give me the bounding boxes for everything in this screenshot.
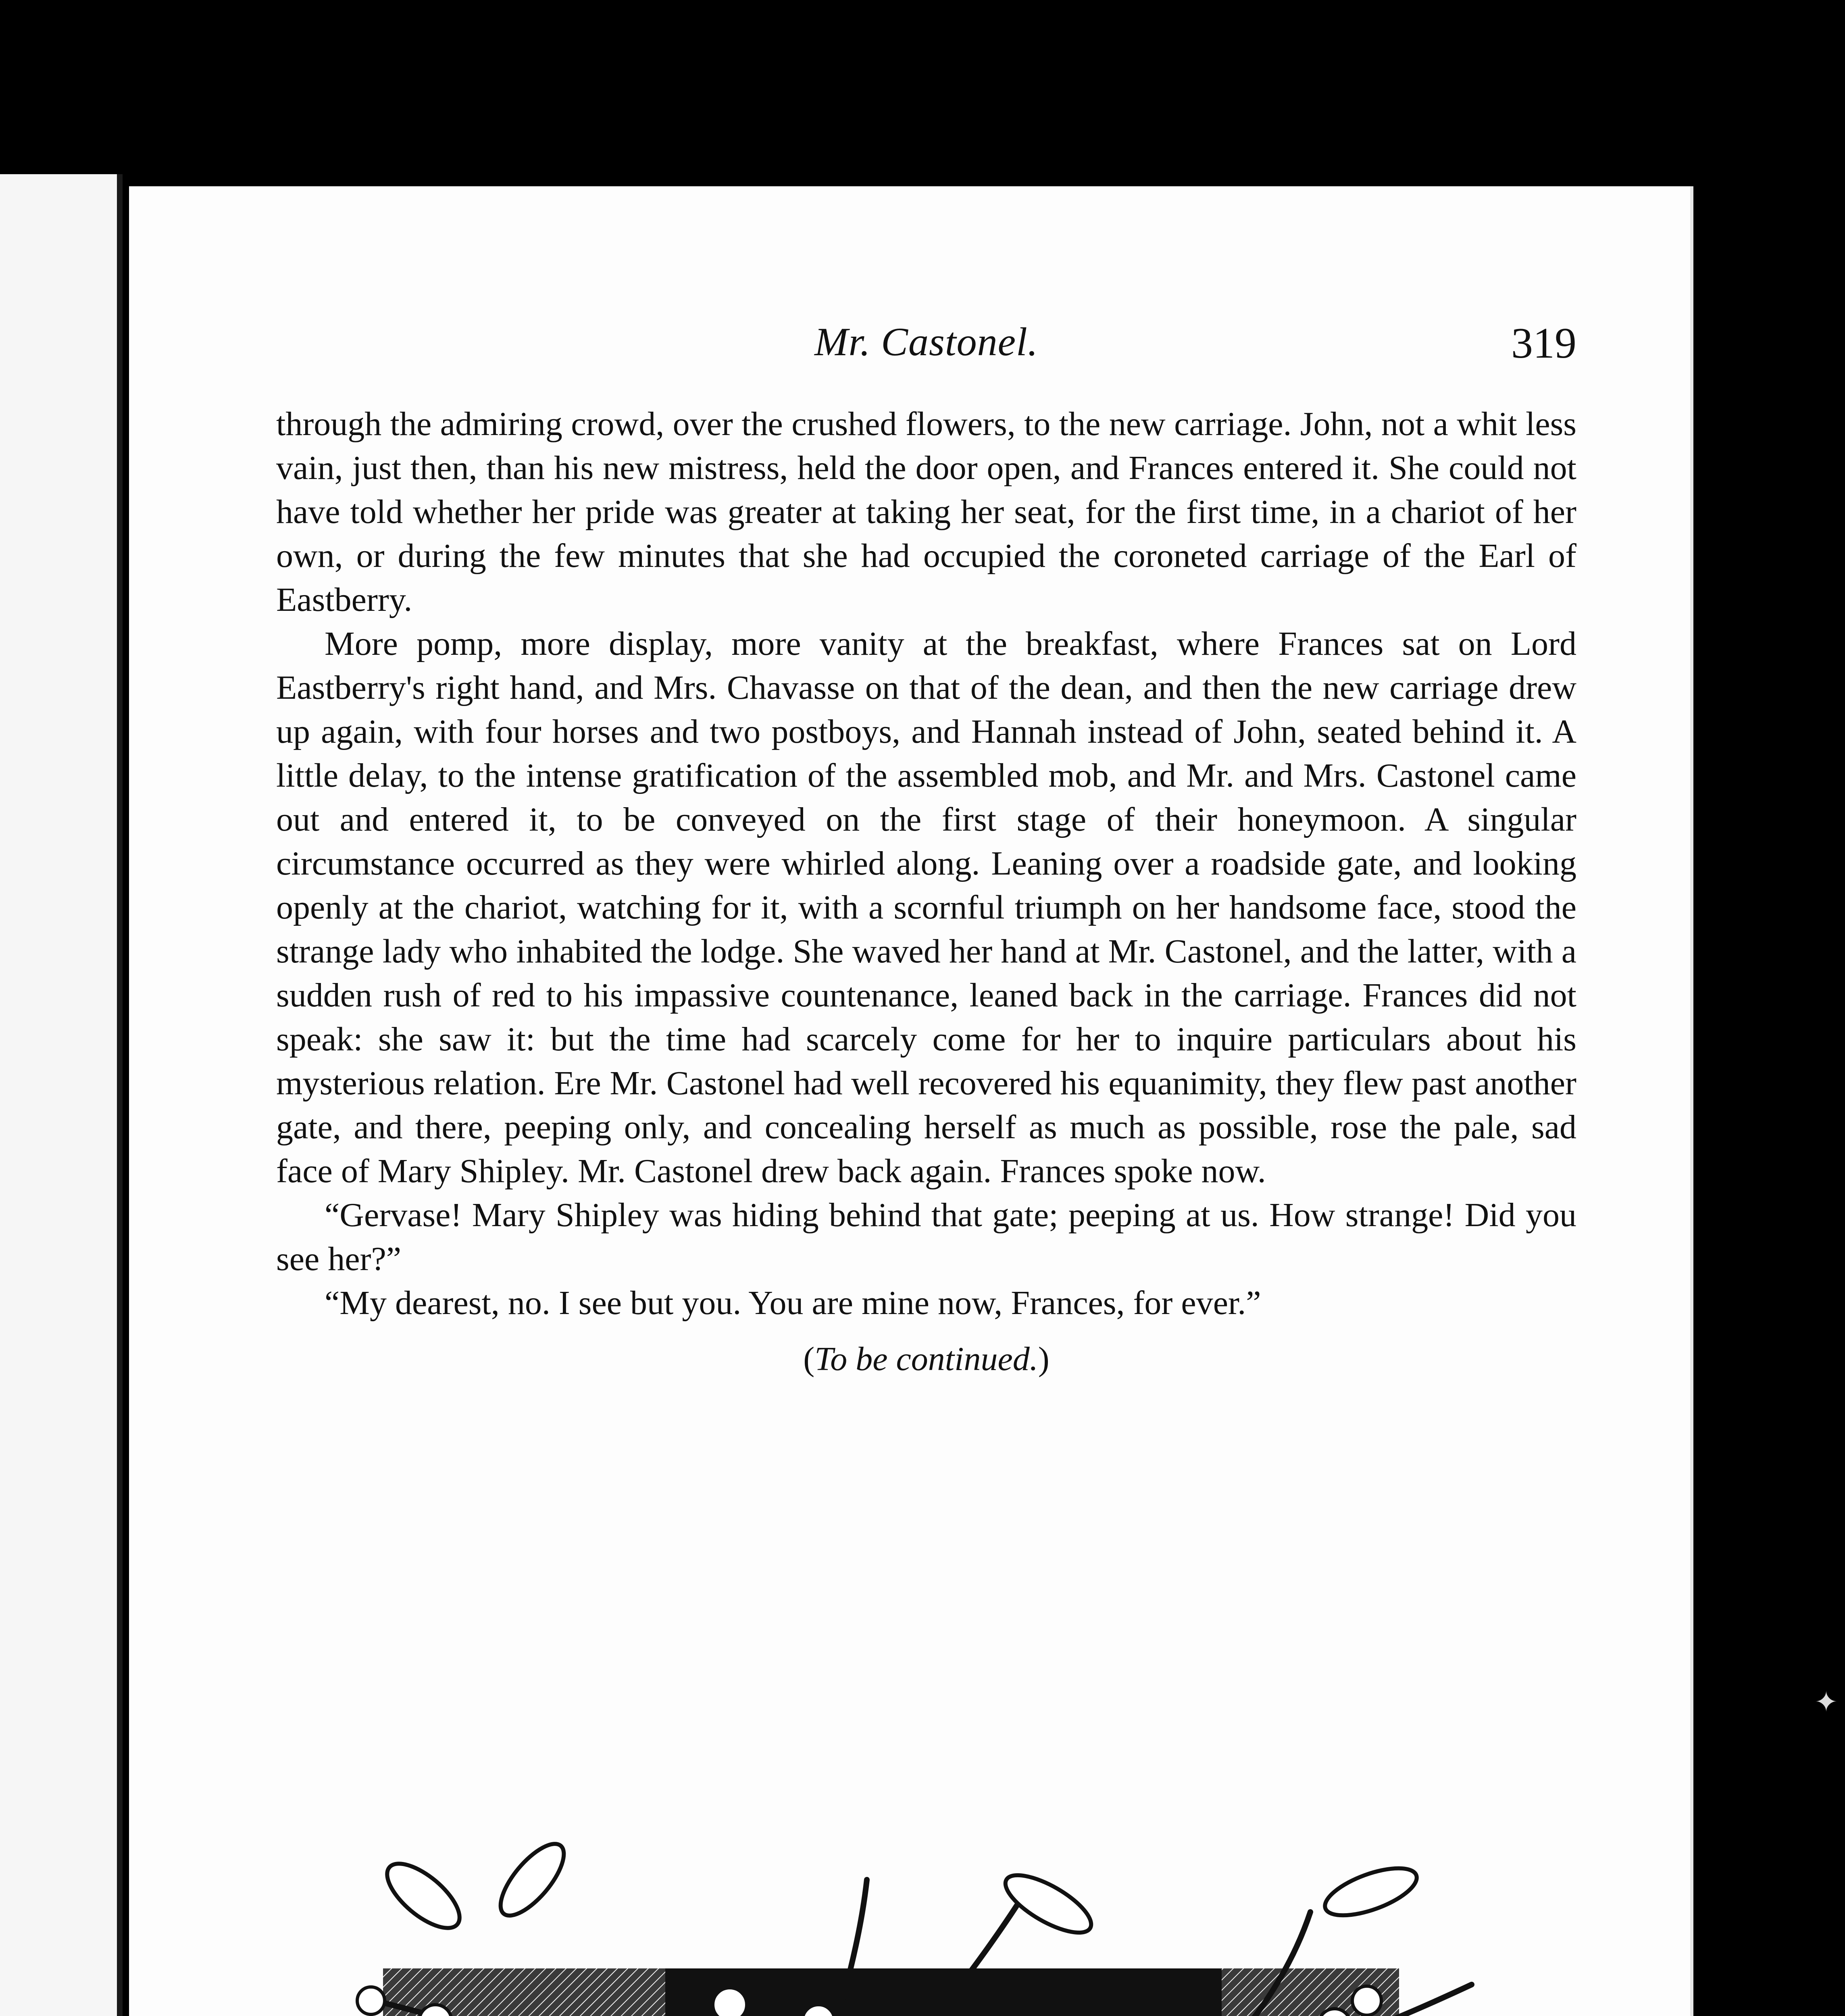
paragraph: “My dearest, no. I see but you. You are mine now, Frances, for ever.” [325, 1284, 1261, 1322]
paragraph: “Gervase! Mary Shipley was hiding behind that gate; peeping at us. How strange! Did you see her?” [276, 1196, 1576, 1278]
to-be-continued: (To be continued.) [803, 1340, 1050, 1378]
paragraph: More pomp, more display, more vanity at the breakfast, where Frances sat on Lord Eastberry's right hand, and Mrs. Chavasse on that of the dean, and then the new carriage drew up again, with four horses and two postboys, and Hannah instead of John, seated behind it. A little delay, to the intense gratification of the assembled mob, and Mr. and Mrs. Castonel came out and entered it, to be conveyed on the first stage of their honeymoon. A singular circumstance occurred as they were whirled along. Leaning over a roadside gate, and looking openly at the chariot, watching for it, with a scornful triumph on her handsome face, stood the strange lady who inhabited the lodge. She waved her hand at Mr. Castonel, and the latter, with a sudden rush of red to his impassive countenance, leaned back in the carriage. Frances did not speak: she saw it: but the time had scarcely come for her to inquire particulars about his mysterious relation. Ere Mr. Castonel had well recovered his equanimity, they flew past another gate, and there, peeping only, and concealing herself as much as possible, rose the pale, sad face of Mary Shipley. Mr. Castonel drew back again. Frances spoke now. [276, 625, 1576, 1190]
mistletoe-illustration [302, 1831, 1512, 2016]
running-head [276, 319, 1576, 379]
paragraph: through the admiring crowd, over the crushed flowers, to the new carriage. John, not a whit less vain, just then, than his new mistress, held the door open, and Frances entered it. She could not have told whether her pride was greater at taking her seat, for the first time, in a chariot of her own, or during the few minutes that she had occupied the coroneted carriage of the Earl of Eastberry. [276, 405, 1576, 619]
page-number: 319 [1511, 319, 1576, 367]
facing-page-edge [0, 174, 123, 2016]
body-text [276, 402, 1576, 1381]
running-title: Mr. Castonel. [814, 319, 1038, 364]
book-page [129, 186, 1693, 2016]
edge-speck: ✦ [1814, 1687, 1838, 1718]
